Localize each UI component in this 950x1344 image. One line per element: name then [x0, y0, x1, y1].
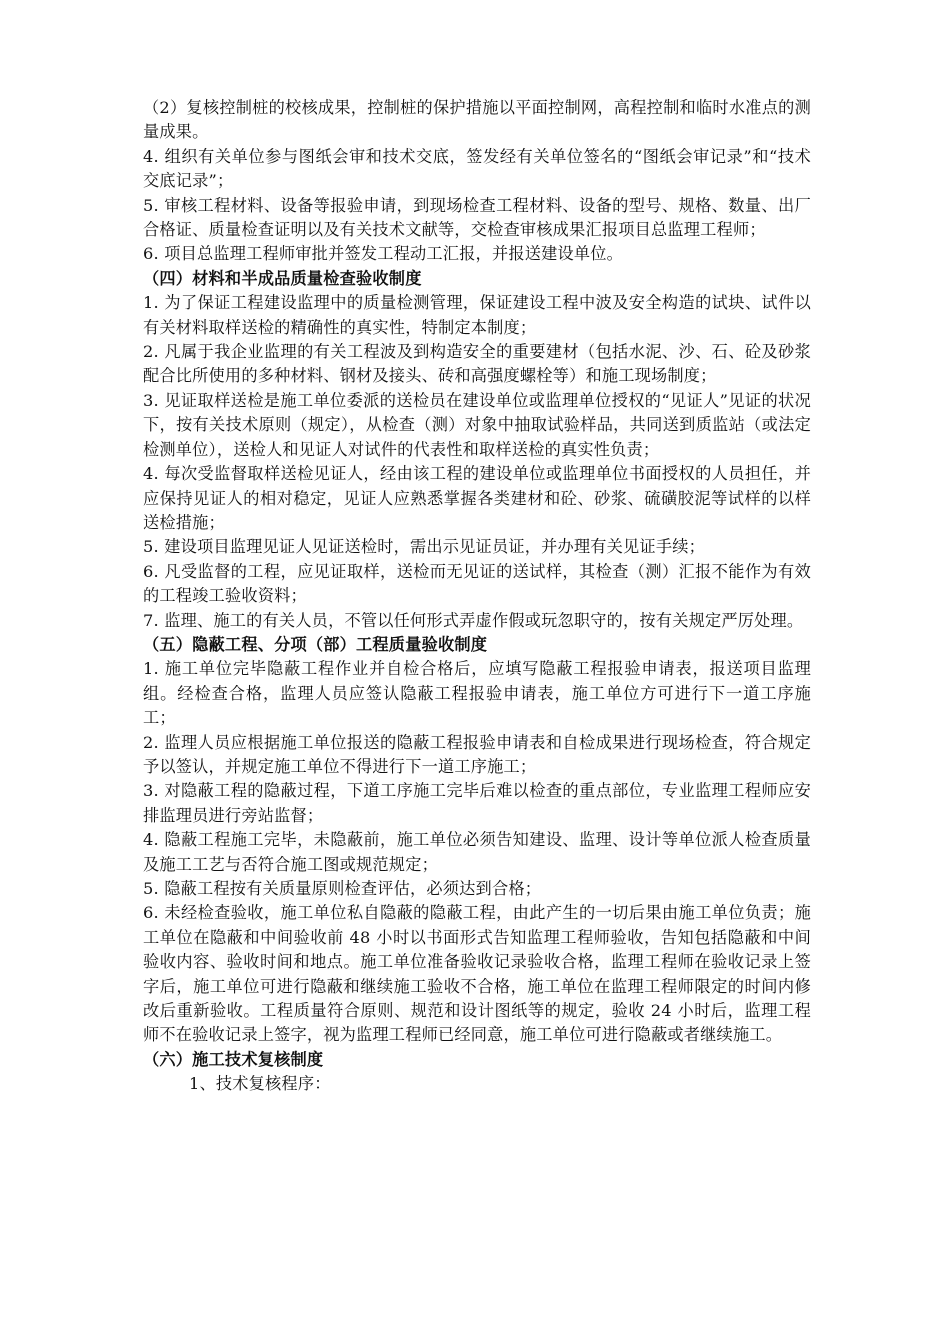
- paragraph-4-3: 3. 见证取样送检是施工单位委派的送检员在建设单位或监理单位授权的“见证人”见证的状况下，按有关技术原则（规定），从检查（测）对象中抽取试验样品，共同送到质监站（或法定检测单位），送检人和见证人对试件的代表性和取样送检的真实性负责；: [143, 390, 811, 459]
- paragraph-4-4: 4. 每次受监督取样送检见证人，经由该工程的建设单位或监理单位书面授权的人员担任，并应保持见证人的相对稳定，见证人应熟悉掌握各类建材和砼、砂浆、硫磺胶泥等试样的以样送检措施；: [143, 464, 811, 532]
- paragraph-5-5: 5. 隐蔽工程按有关质量原则检查评估，必须达到合格；: [143, 879, 542, 898]
- paragraph-5-1: 1. 施工单位完毕隐蔽工程作业并自检合格后，应填写隐蔽工程报验申请表，报送项目监理组。经检查合格，监理人员应签认隐蔽工程报验申请表，施工单位方可进行下一道工序施工；: [143, 659, 811, 728]
- paragraph-6-commencement-report: 6. 项目总监理工程师审批并签发工程动工汇报，并报送建设单位。: [143, 244, 624, 264]
- paragraph-5-2: 2. 监理人员应根据施工单位报送的隐蔽工程报验申请表和自检成果进行现场检查，符合规定予以签认，并规定施工单位不得进行下一道工序施工；: [143, 732, 811, 776]
- paragraph-2-review-control-piles: （2）复核控制桩的校核成果，控制桩的保护措施以平面控制网，高程控制和临时水准点的测量成果。: [143, 98, 811, 142]
- paragraph-4-5: 5. 建设项目监理见证人见证送检时，需出示见证员证，并办理有关见证手续；: [143, 537, 705, 557]
- document-page: [143, 96, 811, 1097]
- paragraph-4-drawing-review: 4. 组织有关单位参与图纸会审和技术交底，签发经有关单位签名的“图纸会审记录”和“技术交底记录”；: [143, 146, 811, 191]
- paragraph-5-material-review: 5. 审核工程材料、设备等报验申请，到现场检查工程材料、设备的型号、规格、数量、出厂合格证、质量检查证明以及有关技术文献等，交检查审核成果汇报项目总监理工程师；: [143, 195, 811, 240]
- section-heading-6: （六）施工技术复核制度: [143, 1049, 324, 1069]
- paragraph-5-4: 4. 隐蔽工程施工完毕，未隐蔽前，施工单位必须告知建设、监理、设计等单位派人检查质量及施工工艺与否符合施工图或规范规定；: [143, 830, 811, 874]
- paragraph-6-1-heading: 1、技术复核程序：: [189, 1074, 331, 1094]
- paragraph-4-7: 7. 监理、施工的有关人员，不管以任何形式弄虚作假或玩忽职守的，按有关规定严厉处理。: [143, 610, 804, 630]
- paragraph-5-6: 6. 未经检查验收，施工单位私自隐蔽的隐蔽工程，由此产生的一切后果由施工单位负责；施工单位在隐蔽和中间验收前 48 小时以书面形式告知监理工程师验收，告知包括隐蔽和中间验收内容、验收时间和地点。施工单位准备验收记录验收合格，监理工程师在验收记录上签字后，施工单位可进行隐蔽和继续施工验收不合格，施工单位在监理工程师限定的时间内修改后重新验收。工程质量符合原则、规范和设计图纸等的规定，验收 24 小时后，监理工程师不在验收记录上签字，视为监理工程师已经同意，施工单位可进行隐蔽或者继续施工。: [143, 903, 811, 1045]
- paragraph-4-6: 6. 凡受监督的工程，应见证取样，送检而无见证的送试样，其检查（测）汇报不能作为有效的工程竣工验收资料；: [143, 561, 811, 606]
- section-heading-4: （四）材料和半成品质量检查验收制度: [143, 268, 422, 288]
- paragraph-5-3: 3. 对隐蔽工程的隐蔽过程，下道工序施工完毕后难以检查的重点部位，专业监理工程师应安排监理员进行旁站监督；: [143, 781, 811, 825]
- paragraph-4-2: 2. 凡属于我企业监理的有关工程波及到构造安全的重要建材（包括水泥、沙、石、砼及砂浆配合比所使用的多种材料、钢材及接头、砖和高强度螺栓等）和施工现场制度；: [143, 342, 811, 386]
- section-heading-5: （五）隐蔽工程、分项（部）工程质量验收制度: [143, 634, 488, 654]
- paragraph-4-1: 1. 为了保证工程建设监理中的质量检测管理，保证建设工程中波及安全构造的试块、试件以有关材料取样送检的精确性的真实性，特制定本制度；: [143, 293, 811, 337]
